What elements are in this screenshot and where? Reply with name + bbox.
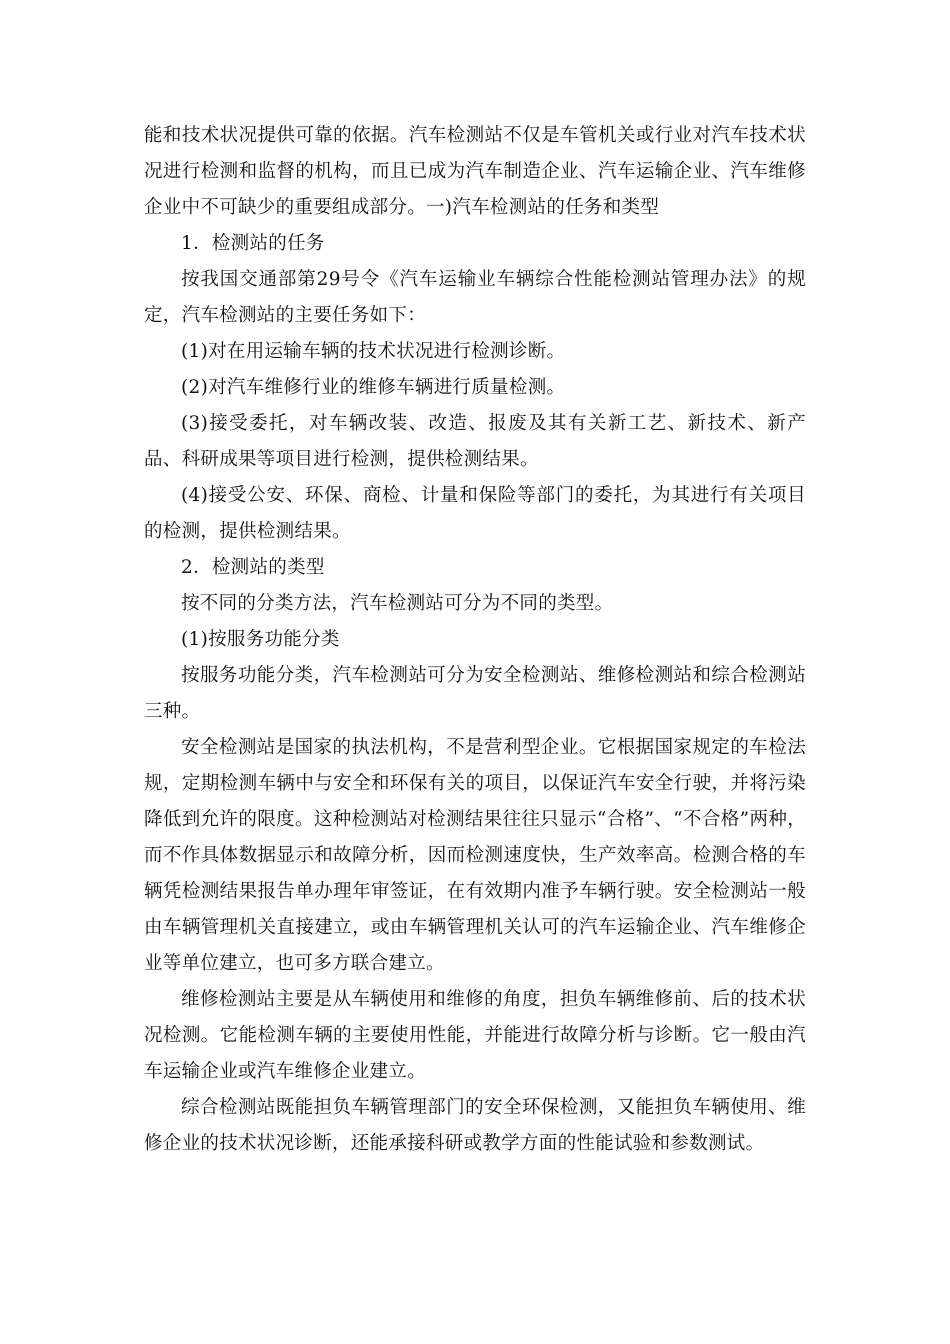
heading-task: 1．检测站的任务 [181, 233, 325, 254]
subheading-service-function: (1)按服务功能分类 [181, 629, 340, 650]
paragraph-regulation: 按我国交通部第29号令《汽车运输业车辆综合性能检测站管理办法》的规定，汽车检测站的主要任务如下： [144, 269, 806, 326]
heading-types: 2．检测站的类型 [181, 557, 325, 578]
paragraph-service-classes: 按服务功能分类，汽车检测站可分为安全检测站、维修检测站和综合检测站三种。 [144, 665, 806, 722]
task-item-4: (4)接受公安、环保、商检、计量和保险等部门的委托，为其进行有关项目的检测，提供检测结果。 [144, 485, 806, 542]
task-item-1: (1)对在用运输车辆的技术状况进行检测诊断。 [181, 341, 566, 362]
paragraph-types-intro: 按不同的分类方法，汽车检测站可分为不同的类型。 [181, 593, 614, 614]
paragraph-comprehensive-station: 综合检测站既能担负车辆管理部门的安全环保检测，又能担负车辆使用、维修企业的技术状况诊断，还能承接科研或教学方面的性能试验和参数测试。 [144, 1097, 806, 1154]
paragraph-repair-station: 维修检测站主要是从车辆使用和维修的角度，担负车辆维修前、后的技术状况检测。它能检测车辆的主要使用性能，并能进行故障分析与诊断。它一般由汽车运输企业或汽车维修企业建立。 [144, 989, 806, 1082]
task-item-2: (2)对汽车维修行业的维修车辆进行质量检测。 [181, 377, 566, 398]
document-body [144, 118, 806, 1162]
paragraph-safety-station: 安全检测站是国家的执法机构，不是营利型企业。它根据国家规定的车检法规，定期检测车辆中与安全和环保有关的项目，以保证汽车安全行驶，并将污染降低到允许的限度。这种检测站对检测结果往往只显示“合格”、“不合格”两种，而不作具体数据显示和故障分析，因而检测速度快，生产效率高。检测合格的车辆凭检测结果报告单办理年审签证，在有效期内准予车辆行驶。安全检测站一般由车辆管理机关直接建立，或由车辆管理机关认可的汽车运输企业、汽车维修企业等单位建立，也可多方联合建立。 [144, 737, 806, 974]
paragraph-1: 能和技术状况提供可靠的依据。汽车检测站不仅是车管机关或行业对汽车技术状况进行检测和监督的机构，而且已成为汽车制造企业、汽车运输企业、汽车维修企业中不可缺少的重要组成部分。一)汽车检测站的任务和类型 [144, 125, 806, 218]
task-item-3: (3)接受委托，对车辆改装、改造、报废及其有关新工艺、新技术、新产品、科研成果等项目进行检测，提供检测结果。 [144, 413, 806, 470]
